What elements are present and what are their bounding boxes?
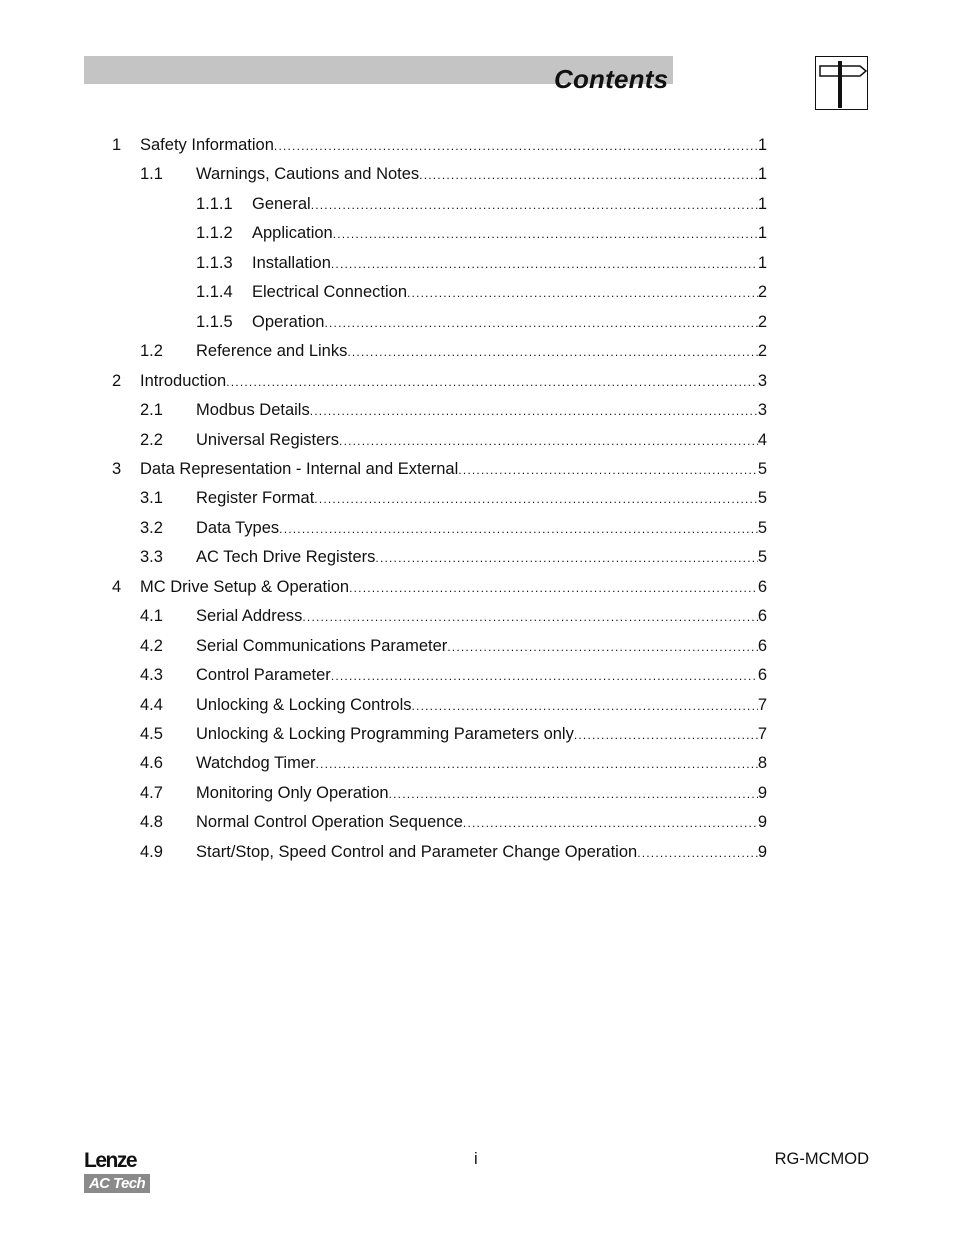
toc-leader-dots [316, 753, 758, 775]
toc-entry-number: 4.3 [140, 666, 163, 685]
toc-entry-page: 5 [757, 459, 767, 478]
toc-entry-number: 3.3 [140, 548, 163, 567]
toc-entry-number: 1.1.1 [196, 194, 233, 213]
toc-entry-title: Safety Information [140, 136, 274, 154]
toc-entry-number: 1.1 [140, 165, 163, 184]
toc-entry-number: 1.2 [140, 342, 163, 361]
toc-leader-dots [226, 371, 758, 393]
toc-entry-page: 6 [757, 607, 767, 626]
toc-leader-dots [637, 842, 758, 864]
toc-entry-number: 4.9 [140, 842, 163, 861]
toc-entry[interactable] [0, 635, 954, 657]
toc-entry-title: Installation [252, 253, 331, 272]
document-code: RG-MCMOD [774, 1150, 869, 1168]
toc-entry[interactable] [0, 222, 954, 244]
toc-entry[interactable] [0, 311, 954, 333]
toc-entry[interactable] [0, 517, 954, 539]
toc-entry-number: 4.2 [140, 636, 163, 655]
toc-leader-dots [311, 194, 758, 216]
toc-entry-title: Control Parameter [196, 666, 331, 685]
toc-leader-dots [333, 223, 758, 245]
toc-entry-page: 9 [757, 813, 767, 832]
toc-entry-page: 1 [757, 224, 767, 243]
toc-leader-dots [314, 488, 758, 510]
toc-entry-number: 2.1 [140, 401, 163, 420]
toc-entry-title: Unlocking & Locking Controls [196, 695, 412, 714]
toc-leader-dots [339, 430, 758, 452]
toc-entry-title: Introduction [140, 371, 227, 390]
toc-entry-title: Register Format [196, 489, 315, 508]
toc-entry[interactable] [0, 605, 954, 627]
toc-entry[interactable] [0, 546, 954, 568]
toc-entry-page: 6 [757, 577, 767, 596]
toc-entry-page: 3 [757, 371, 767, 390]
toc-entry-title: Normal Control Operation Sequence [196, 813, 463, 832]
toc-entry-number: 4.8 [140, 813, 163, 832]
toc-entry-number: 4.5 [140, 725, 163, 743]
toc-entry-page: 2 [757, 342, 767, 361]
toc-leader-dots [407, 282, 758, 304]
toc-entry[interactable] [0, 782, 954, 804]
toc-entry[interactable] [0, 487, 954, 509]
toc-leader-dots [447, 636, 758, 658]
toc-entry-number: 4.7 [140, 783, 163, 802]
toc-leader-dots [274, 135, 758, 157]
toc-entry-page: 1 [757, 165, 767, 184]
toc-entry-page: 1 [757, 194, 767, 213]
toc-entry[interactable] [0, 723, 954, 745]
toc-entry-number: 1.1.4 [196, 283, 233, 302]
toc-entry-title: Unlocking & Locking Programming Parameters only [196, 725, 574, 743]
toc-entry-title: Serial Communications Parameter [196, 636, 448, 655]
toc-entry[interactable] [0, 752, 954, 774]
toc-entry-page: 8 [757, 754, 767, 773]
toc-entry-title: Electrical Connection [252, 283, 407, 302]
toc-entry[interactable] [0, 281, 954, 303]
toc-entry-title: Warnings, Cautions and Notes [196, 165, 420, 184]
toc-entry-page: 9 [757, 842, 767, 861]
toc-entry-page: 5 [757, 548, 767, 567]
toc-entry-number: 4.6 [140, 754, 163, 773]
toc-entry[interactable] [0, 399, 954, 421]
toc-leader-dots [375, 547, 757, 569]
toc-entry-number: 1.1.2 [196, 224, 233, 243]
toc-entry-title: Serial Address [196, 607, 303, 626]
toc-entry-page: 2 [757, 283, 767, 302]
toc-leader-dots [349, 577, 758, 599]
toc-entry-title: MC Drive Setup & Operation [140, 577, 350, 596]
toc-leader-dots [458, 459, 758, 481]
toc-entry-number: 1.1.3 [196, 253, 233, 272]
toc-entry-title: Operation [252, 312, 325, 331]
toc-entry[interactable] [0, 134, 954, 156]
toc-entry-page: 3 [757, 401, 767, 420]
toc-entry-title: AC Tech Drive Registers [196, 548, 376, 567]
toc-entry-number: 3.1 [140, 489, 163, 508]
toc-leader-dots [412, 695, 758, 717]
toc-leader-dots [310, 400, 758, 422]
toc-leader-dots [347, 341, 757, 363]
toc-entry-title: Start/Stop, Speed Control and Parameter Change Operation [196, 842, 638, 861]
toc-entry-page: 5 [757, 518, 767, 537]
toc-leader-dots [574, 724, 758, 746]
toc-leader-dots [331, 665, 758, 687]
logo-badge: AC Tech [84, 1174, 150, 1193]
toc-entry-number: 1 [112, 136, 122, 154]
toc-entry[interactable] [0, 340, 954, 362]
lenze-ac-tech-logo [84, 1150, 150, 1193]
toc-entry-number: 3.2 [140, 518, 163, 537]
toc-entry-title: Data Types [196, 518, 280, 537]
toc-entry-title: Watchdog Timer [196, 754, 316, 773]
toc-entry[interactable] [0, 429, 954, 451]
toc-entry-title: Modbus Details [196, 401, 310, 420]
toc-entry[interactable] [0, 163, 954, 185]
toc-entry[interactable] [0, 193, 954, 215]
toc-entry-title: General [252, 194, 311, 213]
toc-entry-page: 9 [757, 783, 767, 802]
toc-entry-number: 3 [112, 459, 122, 478]
toc-entry-page: 6 [757, 666, 767, 685]
toc-entry-page: 2 [757, 312, 767, 331]
toc-entry-number: 2 [112, 371, 122, 390]
toc-entry-number: 2.2 [140, 430, 163, 449]
toc-entry-title: Data Representation - Internal and External [140, 459, 459, 478]
toc-leader-dots [302, 606, 757, 628]
toc-entry-page: 7 [757, 725, 767, 743]
toc-entry-page: 1 [757, 253, 767, 272]
toc-leader-dots [279, 518, 758, 540]
toc-entry[interactable] [0, 664, 954, 686]
toc-leader-dots [324, 312, 757, 334]
toc-entry-page: 5 [757, 489, 767, 508]
toc-entry[interactable] [0, 841, 954, 863]
page-title: Contents [554, 64, 669, 94]
toc-entry-title: Universal Registers [196, 430, 340, 449]
toc-entry-title: Monitoring Only Operation [196, 783, 389, 802]
toc-entry[interactable] [0, 458, 954, 480]
toc-entry-number: 1.1.5 [196, 312, 233, 331]
toc-entry[interactable] [0, 694, 954, 716]
toc-leader-dots [331, 253, 758, 275]
toc-entry[interactable] [0, 576, 954, 598]
toc-entry-page: 6 [757, 636, 767, 655]
toc-entry-page: 4 [757, 430, 767, 449]
toc-entry-number: 4.4 [140, 695, 163, 714]
toc-leader-dots [463, 812, 758, 834]
page-number: i [474, 1150, 478, 1168]
toc-entry-number: 4.1 [140, 607, 163, 626]
toc-entry[interactable] [0, 811, 954, 833]
toc-entry[interactable] [0, 252, 954, 274]
logo-word: Lenze [84, 1149, 137, 1172]
toc-leader-dots [389, 783, 758, 805]
toc-entry-title: Application [252, 224, 333, 243]
toc-entry-title: Reference and Links [196, 342, 348, 361]
toc-leader-dots [419, 164, 758, 186]
toc-entry-page: 1 [757, 136, 767, 154]
toc-entry[interactable] [0, 370, 954, 392]
toc-entry-page: 7 [757, 695, 767, 714]
signpost-icon [815, 56, 868, 110]
toc-entry-number: 4 [112, 577, 122, 596]
